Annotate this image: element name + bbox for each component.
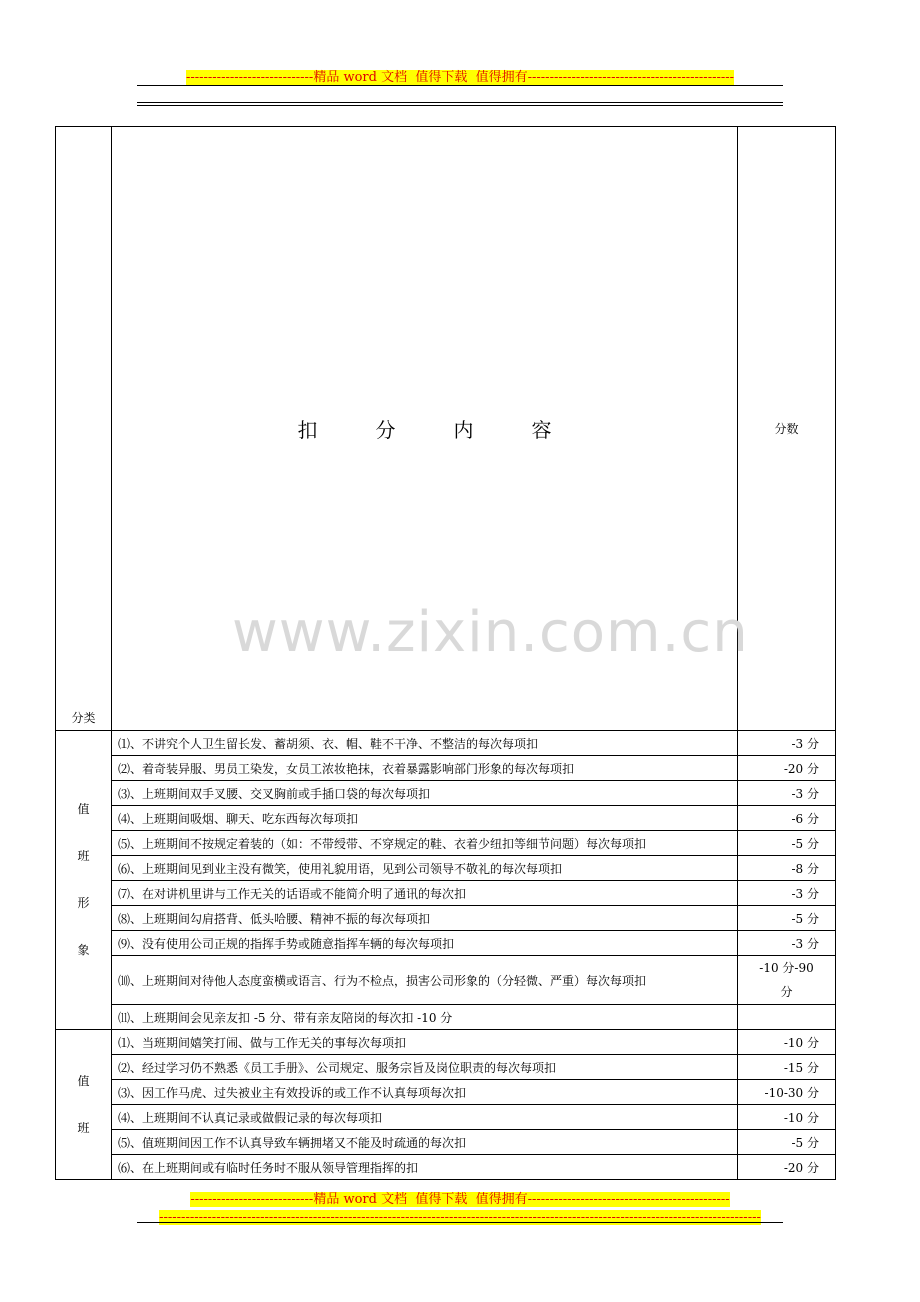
category-char: 值 (77, 1073, 90, 1088)
deduction-item: ⑸、值班期间因工作不认真导致车辆拥堵又不能及时疏通的每次扣 (112, 1130, 738, 1155)
table-row (56, 1155, 836, 1180)
deduction-item: ⑴、当班期间嬉笑打闹、做与工作无关的事每次每项扣 (112, 1030, 738, 1055)
deduction-item: ⑷、上班期间吸烟、聊天、吃东西每次每项扣 (112, 806, 738, 831)
category-char: 值 (77, 802, 90, 816)
category-char: 班 (77, 1120, 90, 1135)
category-char: 形 (77, 896, 90, 910)
score-cell: -3 分 (738, 731, 836, 756)
table-row (56, 1105, 836, 1130)
watermark: www.zixin.com.cn (232, 600, 749, 665)
deduction-item: ⑹、在上班期间或有临时任务时不服从领导管理指挥的扣 (112, 1155, 738, 1180)
footer-banner-dashes-text: ----------------------------------------------------------------------------------------------------------------------------------------- (159, 1210, 761, 1225)
table-row (56, 906, 836, 931)
deduction-item: ⑵、经过学习仍不熟悉《员工手册》、公司规定、服务宗旨及岗位职责的每次每项扣 (112, 1055, 738, 1080)
deduction-item: ⑺、在对讲机里讲与工作无关的话语或不能简介明了通讯的每次扣 (112, 881, 738, 906)
table-row (56, 956, 836, 1005)
score-cell: -5 分 (738, 906, 836, 931)
deduction-item: ⑸、上班期间不按规定着装的（如：不带绶带、不穿规定的鞋、衣着少纽扣等细节问题）每次每项扣 (112, 831, 738, 856)
score-cell: -6 分 (738, 806, 836, 831)
score-cell: -5 分 (738, 1130, 836, 1155)
header-rule-1 (137, 85, 783, 86)
header-rule-2 (137, 102, 783, 103)
deduction-item: ⑻、上班期间勾肩搭背、低头哈腰、精神不振的每次每项扣 (112, 906, 738, 931)
table-row (56, 1130, 836, 1155)
deduction-item: ⑵、着奇装异服、男员工染发，女员工浓妆艳抹，衣着暴露影响部门形象的每次每项扣 (112, 756, 738, 781)
category-char: 象 (77, 943, 90, 957)
score-cell: -10 分-90 分 (738, 956, 836, 1005)
deduction-item: ⑶、因工作马虎、过失被业主有效投诉的或工作不认真每项每次扣 (112, 1080, 738, 1105)
score-cell: -8 分 (738, 856, 836, 881)
score-cell: -10 分 (738, 1030, 836, 1055)
deduction-item: ⑷、上班期间不认真记录或做假记录的每次每项扣 (112, 1105, 738, 1130)
footer-banner-text: ----------------------------精品 word 文档 值得下载 值得拥有---------------------------------------------- (190, 1192, 730, 1207)
category-cell (56, 731, 112, 1030)
category-header: 分类 (56, 127, 112, 731)
deduction-item: ⑽、上班期间对待他人态度蛮横或语言、行为不检点，损害公司形象的（分轻微、严重）每次每项扣 (112, 956, 738, 1005)
content-header-char: 扣 (297, 418, 318, 442)
content-header-char: 分 (375, 418, 396, 442)
category-cell (56, 1030, 112, 1180)
score-cell: -5 分 (738, 831, 836, 856)
score-cell: -10 分 (738, 1105, 836, 1130)
deduction-item: ⑴、不讲究个人卫生留长发、蓄胡须、衣、帽、鞋不干净、不整洁的每次每项扣 (112, 731, 738, 756)
score-cell: -3 分 (738, 781, 836, 806)
table-row (56, 1005, 836, 1030)
deduction-item: ⑶、上班期间双手叉腰、交叉胸前或手插口袋的每次每项扣 (112, 781, 738, 806)
score-cell: -15 分 (738, 1055, 836, 1080)
content-header-char: 容 (531, 418, 552, 442)
table-row (56, 1080, 836, 1105)
score-cell: -20 分 (738, 756, 836, 781)
header-rule-3 (137, 105, 783, 106)
deduction-item: ⑾、上班期间会见亲友扣 -5 分、带有亲友陪岗的每次扣 -10 分 (112, 1005, 738, 1030)
header-banner (0, 66, 920, 86)
score-header: 分数 (738, 127, 836, 731)
table-row (56, 731, 836, 756)
deduction-item: ⑹、上班期间见到业主没有微笑，使用礼貌用语，见到公司领导不敬礼的每次每项扣 (112, 856, 738, 881)
table-row (56, 831, 836, 856)
table-row (56, 781, 836, 806)
header-banner-text: -----------------------------精品 word 文档 值得下载 值得拥有----------------------------------------------- (185, 70, 735, 85)
category-char: 班 (77, 849, 90, 863)
score-cell: -3 分 (738, 881, 836, 906)
table-row (56, 1055, 836, 1080)
score-cell: -10-30 分 (738, 1080, 836, 1105)
content-header-title (298, 414, 552, 443)
table-row (56, 931, 836, 956)
table-row (56, 756, 836, 781)
deduction-item: ⑼、没有使用公司正规的指挥手势或随意指挥车辆的每次每项扣 (112, 931, 738, 956)
score-cell: -3 分 (738, 931, 836, 956)
table-row (56, 856, 836, 881)
content-header-char: 内 (453, 418, 474, 442)
footer-banner-dashes (0, 1206, 920, 1226)
footer-rule (137, 1222, 783, 1223)
table-row (56, 881, 836, 906)
score-cell: -20 分 (738, 1155, 836, 1180)
score-cell (738, 1005, 836, 1030)
table-row (56, 806, 836, 831)
table-row (56, 1030, 836, 1055)
footer-banner (0, 1188, 920, 1208)
